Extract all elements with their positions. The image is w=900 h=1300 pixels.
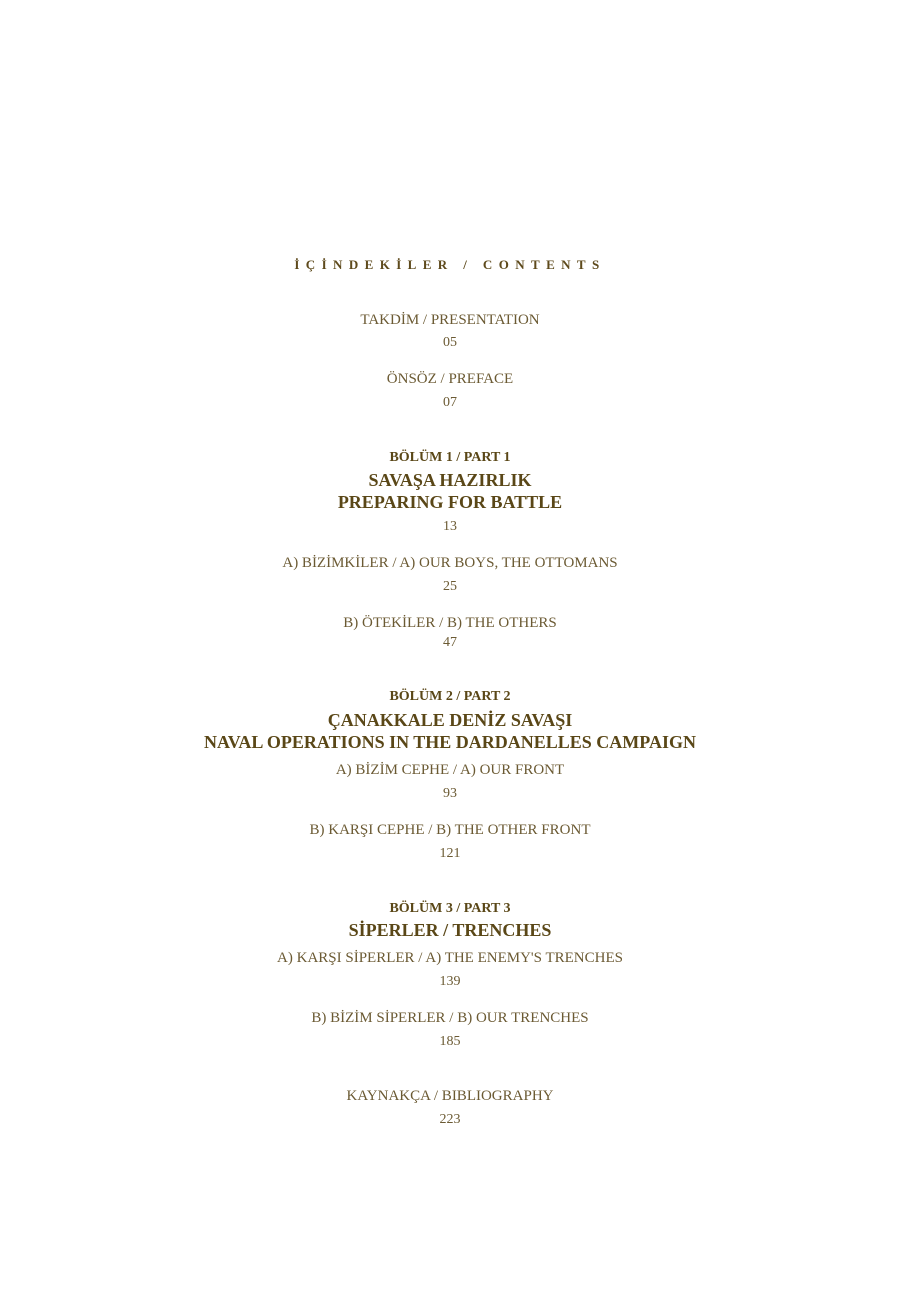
part1-label: BÖLÜM 1 / PART 1	[389, 450, 511, 465]
part3-title[interactable]: SİPERLER / TRENCHES	[348, 920, 552, 940]
part1-title-tr[interactable]: SAVAŞA HAZIRLIK	[368, 470, 532, 490]
toc-page-bibliography: 223	[439, 1112, 461, 1127]
toc-page-our-trenches: 185	[439, 1034, 461, 1049]
toc-entry-preface[interactable]: ÖNSÖZ / PREFACE	[386, 371, 514, 387]
part3-label: BÖLÜM 3 / PART 3	[389, 901, 511, 916]
toc-page-our-front: 93	[443, 786, 457, 801]
toc-page-presentation: 05	[443, 335, 457, 350]
toc-page-enemy-trenches: 139	[439, 974, 461, 989]
toc-entry-presentation[interactable]: TAKDİM / PRESENTATION	[360, 312, 540, 328]
toc-entry-our-trenches[interactable]: B) BİZİM SİPERLER / B) OUR TRENCHES	[311, 1010, 589, 1026]
toc-page-other-front: 121	[439, 846, 461, 861]
toc-entry-other-front[interactable]: B) KARŞI CEPHE / B) THE OTHER FRONT	[309, 822, 591, 838]
toc-page-preface: 07	[443, 395, 457, 410]
toc-entry-our-boys[interactable]: A) BİZİMKİLER / A) OUR BOYS, THE OTTOMANS	[282, 555, 618, 571]
part2-title-tr[interactable]: ÇANAKKALE DENİZ SAVAŞI	[327, 710, 573, 730]
toc-entry-bibliography[interactable]: KAYNAKÇA / BIBLIOGRAPHY	[346, 1088, 554, 1104]
part2-title-en[interactable]: NAVAL OPERATIONS IN THE DARDANELLES CAMPAIGN	[204, 732, 696, 752]
toc-page-the-others: 47	[443, 635, 457, 650]
part1-title-en[interactable]: PREPARING FOR BATTLE	[337, 492, 563, 512]
contents-heading: İÇİNDEKİLER / CONTENTS	[294, 257, 606, 272]
toc-page-our-boys: 25	[443, 579, 457, 594]
toc-entry-the-others[interactable]: B) ÖTEKİLER / B) THE OTHERS	[343, 615, 557, 631]
part1-page: 13	[443, 519, 457, 534]
toc-entry-enemy-trenches[interactable]: A) KARŞI SİPERLER / A) THE ENEMY'S TRENCHES	[277, 950, 623, 966]
part2-label: BÖLÜM 2 / PART 2	[389, 689, 511, 704]
toc-entry-our-front[interactable]: A) BİZİM CEPHE / A) OUR FRONT	[335, 762, 565, 778]
